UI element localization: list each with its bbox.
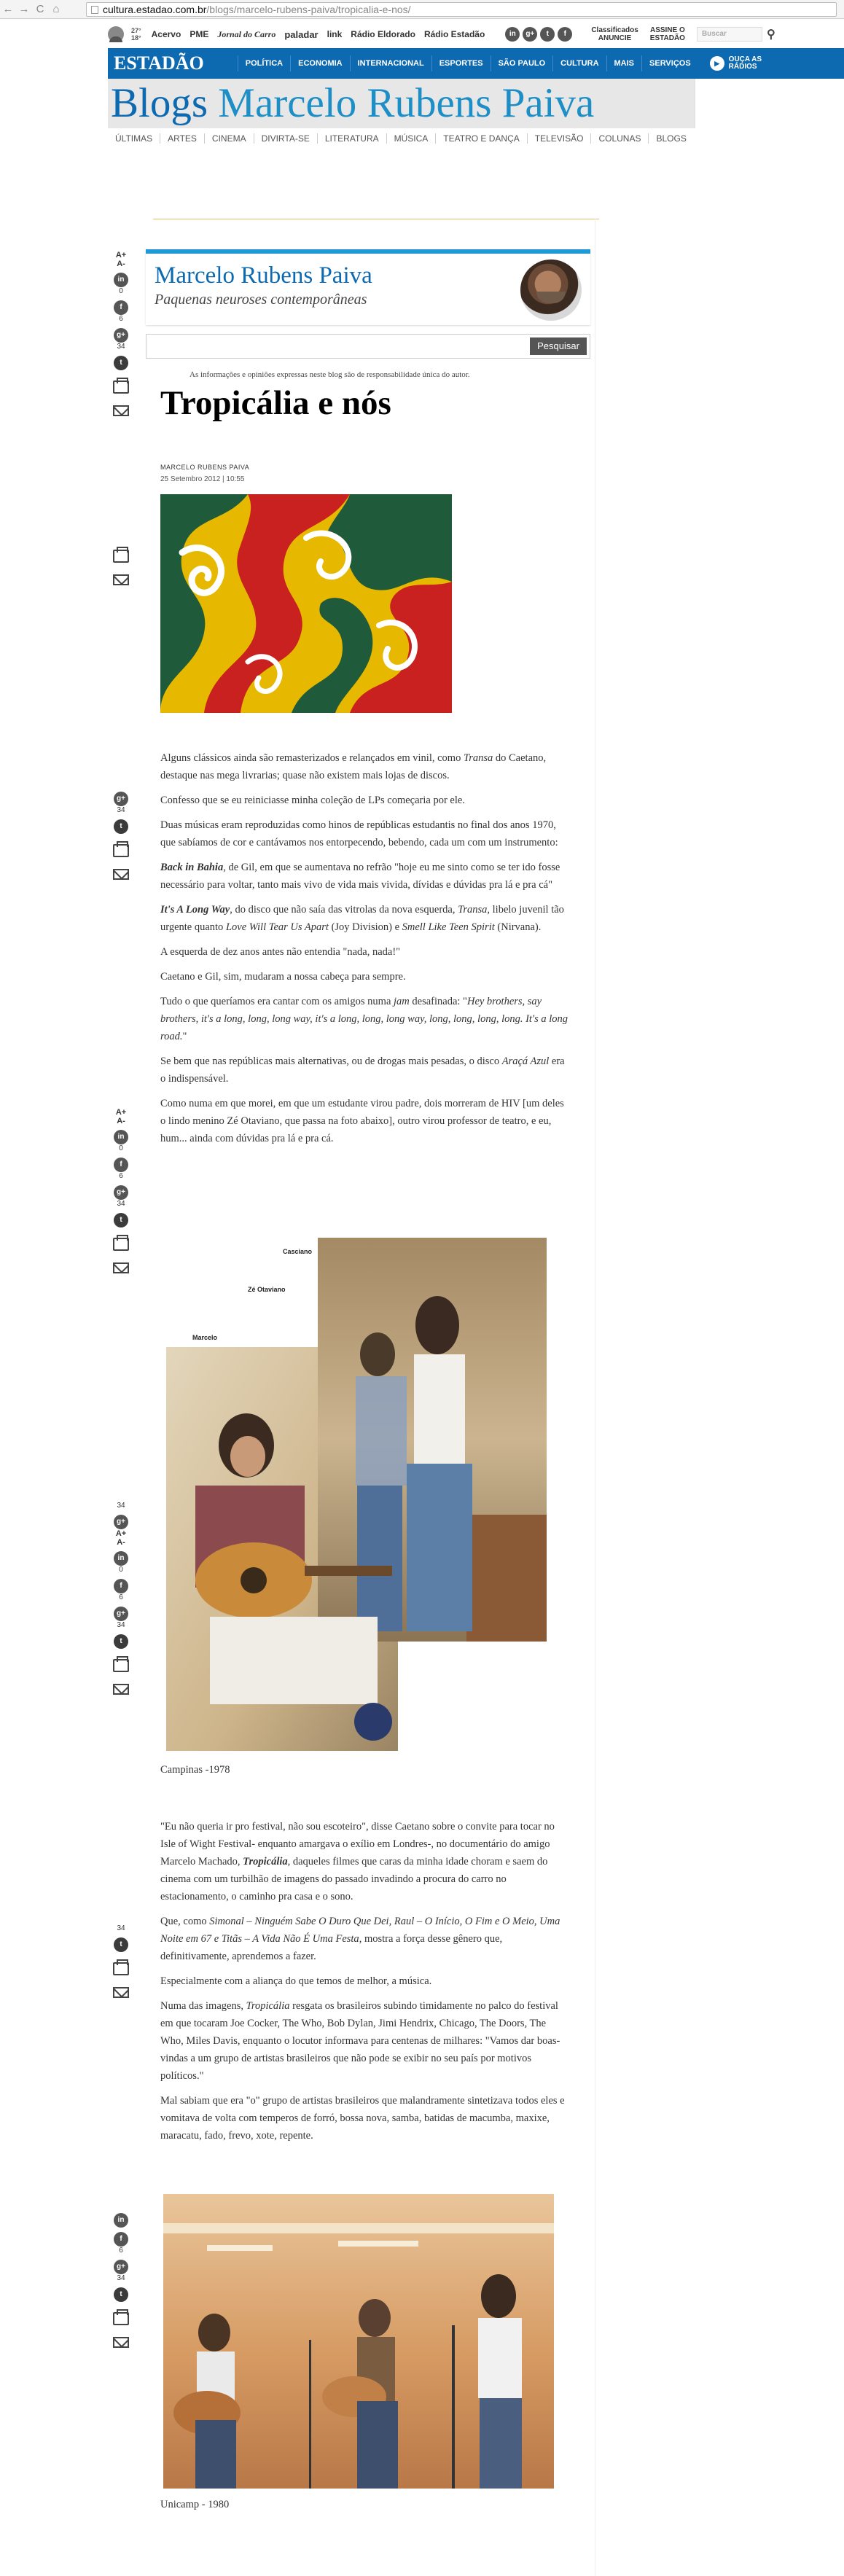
- nav-sao-paulo[interactable]: SÃO PAULO: [491, 55, 553, 71]
- twitter-icon[interactable]: t: [114, 1213, 128, 1227]
- linkedin-icon[interactable]: in: [114, 2213, 128, 2228]
- nav-cultura[interactable]: CULTURA: [552, 55, 606, 71]
- paragraph: Se bem que nas repúblicas mais alternativas, ou de drogas mais pesadas, o disco Araçá Azul era o indispensável.: [160, 1055, 565, 1085]
- photo-label-casciano: Casciano: [283, 1248, 313, 1255]
- email-icon[interactable]: [113, 1262, 129, 1273]
- email-icon[interactable]: [113, 1987, 129, 1998]
- blog-search-input[interactable]: [146, 334, 590, 359]
- paragraph: A esquerda de dez anos antes não entendia "nada, nada!": [160, 946, 401, 958]
- gplus-icon[interactable]: g+: [114, 1607, 128, 1621]
- share-rail: [108, 2209, 134, 2348]
- facebook-icon[interactable]: f: [558, 27, 572, 42]
- sub-televisao[interactable]: TELEVISÃO: [528, 133, 592, 144]
- print-icon[interactable]: [113, 2312, 129, 2325]
- top-link-pme[interactable]: PME: [189, 29, 209, 39]
- facebook-icon[interactable]: f: [114, 1579, 128, 1593]
- nav-internacional[interactable]: INTERNACIONAL: [350, 55, 431, 71]
- paragraph: Que, como Simonal – Ninguém Sabe O Duro Que Dei, Raul – O Início, O Fim e O Meio, Uma Noite em 67 e Titãs – A Vida Não É Uma Festa, mostra a força desse gênero que, definitivamente, aprendemos a fazer.: [160, 1916, 560, 1962]
- sub-musica[interactable]: MÚSICA: [387, 133, 437, 144]
- blog-card-tagline: Paquenas neuroses contemporâneas: [155, 292, 367, 308]
- linkedin-icon[interactable]: in: [114, 1130, 128, 1144]
- user-icon[interactable]: [108, 26, 124, 42]
- sub-literatura[interactable]: LITERATURA: [318, 133, 387, 144]
- paragraph: Caetano e Gil, sim, mudaram a nossa cabeça para sempre.: [160, 971, 406, 983]
- photo-label-marcelo: Marcelo: [192, 1334, 218, 1341]
- campinas-photo-montage: [166, 1238, 547, 1751]
- gplus-icon[interactable]: g+: [114, 792, 128, 806]
- paragraph: "Eu não queria ir pro festival, não sou escoteiro", disse Caetano sobre o convite para tocar no Isle of Wight Festival- enquanto amargava o exílio em Londres-, no documentário do amigo Marcelo Machado, Tropicália, daqueles filmes que caras da minha idade choram e saem do cinema com um turbilhão de imagens do passado invadindo a procura do carro no estacionamento, o caminho pra casa e o sono.: [160, 1821, 555, 1902]
- print-icon[interactable]: [113, 380, 129, 394]
- reload-button[interactable]: C: [36, 3, 44, 15]
- nav-mais[interactable]: MAIS: [606, 55, 642, 71]
- gplus-icon[interactable]: g+: [114, 328, 128, 343]
- linkedin-icon[interactable]: in: [114, 273, 128, 287]
- unicamp-photo: [163, 2194, 554, 2489]
- blog-card-name[interactable]: Marcelo Rubens Paiva: [155, 262, 372, 289]
- share-rail: [108, 1502, 134, 1695]
- blogs-word: Blogs: [111, 80, 208, 126]
- gplus-count: 34: [117, 1621, 125, 1629]
- gplus-icon[interactable]: g+: [114, 1515, 128, 1529]
- gplus-count: 34: [117, 343, 125, 351]
- estadao-logo[interactable]: ESTADÃO: [114, 52, 204, 74]
- assine-link[interactable]: ASSINE O ESTADÃO: [649, 26, 685, 42]
- ouca-label: OUÇA AS RÁDIOS: [728, 55, 762, 71]
- share-rail: [108, 251, 134, 416]
- estadao-top-links: [108, 22, 827, 47]
- top-link-acervo[interactable]: Acervo: [151, 29, 181, 39]
- url-host: cultura.estadao.com.br: [103, 4, 207, 15]
- facebook-icon[interactable]: f: [114, 2232, 128, 2247]
- gplus-count: 34: [117, 2274, 125, 2282]
- nav-servicos[interactable]: SERVIÇOS: [641, 55, 698, 71]
- paragraph: Duas músicas eram reproduzidas como hinos de repúblicas estudantis no final dos anos 1970, que sabíamos de cor e cantávamos nos entorpecendo, bebendo, cada um com um instrumento:: [160, 819, 558, 848]
- disclaimer-text: As informações e opiniões expressas neste blog são de responsabilidade única do autor.: [189, 370, 470, 379]
- print-icon[interactable]: [113, 1659, 129, 1672]
- linkedin-icon[interactable]: in: [114, 1551, 128, 1566]
- address-bar[interactable]: [86, 2, 837, 17]
- sub-teatro-e-danca[interactable]: TEATRO E DANÇA: [436, 133, 527, 144]
- email-icon[interactable]: [113, 405, 129, 416]
- top-search-input[interactable]: Buscar: [697, 27, 762, 42]
- page-icon: [91, 6, 98, 14]
- facebook-icon[interactable]: f: [114, 1158, 128, 1172]
- share-rail-compact: [108, 539, 134, 585]
- blog-sub-nav: [108, 130, 694, 147]
- blog-author-name: Marcelo Rubens Paiva: [218, 80, 595, 126]
- top-link-radio-eldorado[interactable]: Rádio Eldorado: [351, 29, 415, 39]
- ouca-radios-link[interactable]: [710, 56, 762, 71]
- gplus-count: 34: [117, 1924, 125, 1932]
- font-decrease-button[interactable]: A-: [117, 1538, 125, 1547]
- home-button[interactable]: ⌂: [52, 3, 60, 15]
- print-icon[interactable]: [113, 1962, 129, 1975]
- banner-ad-slot: [695, 79, 844, 128]
- top-link-jornal-do-carro[interactable]: Jornal do Carro: [217, 28, 276, 39]
- back-button[interactable]: ←: [2, 3, 14, 15]
- linkedin-count: 0: [119, 1566, 123, 1574]
- twitter-icon[interactable]: t: [540, 27, 555, 42]
- sub-blogs[interactable]: BLOGS: [656, 133, 687, 144]
- sub-cinema[interactable]: CINEMA: [205, 133, 254, 144]
- linkedin-count: 0: [119, 287, 123, 295]
- share-rail: [108, 1924, 134, 1998]
- gplus-icon[interactable]: g+: [114, 1185, 128, 1200]
- linkedin-icon[interactable]: in: [505, 27, 520, 42]
- share-rail: [108, 787, 134, 880]
- gplus-count: 34: [117, 1200, 125, 1208]
- email-icon[interactable]: [113, 1684, 129, 1695]
- font-decrease-button[interactable]: A-: [117, 1117, 125, 1125]
- paragraph: Confesso que se eu reiniciasse minha coleção de LPs começaria por ele.: [160, 795, 465, 806]
- photo-caption-unicamp: Unicamp - 1980: [160, 2499, 230, 2510]
- forward-button[interactable]: →: [18, 3, 30, 15]
- paragraph: Back in Bahia, de Gil, em que se aumentava no refrão "hoje eu me sinto como se ter ido fosse necessário para voltar, tanto mais vivo de vida mais vivida, dívidas e dúvidas pra lá e pra cá": [160, 862, 560, 891]
- social-links: [505, 27, 575, 42]
- twitter-icon[interactable]: t: [114, 1634, 128, 1649]
- facebook-count: 6: [119, 315, 123, 323]
- font-decrease-button[interactable]: A-: [117, 259, 125, 268]
- nav-economia[interactable]: ECONOMIA: [290, 55, 350, 71]
- font-increase-button[interactable]: A+: [115, 251, 127, 259]
- sub-artes[interactable]: ARTES: [160, 133, 205, 144]
- paragraph: Alguns clássicos ainda são remasterizados e relançados em vinil, como Transa do Caetano, destaque nas mega livrarias; quase não existem mais lojas de discos.: [160, 752, 547, 781]
- blog-header-card: [146, 249, 590, 325]
- sub-colunas[interactable]: COLUNAS: [591, 133, 649, 144]
- facebook-count: 6: [119, 1172, 123, 1180]
- print-icon[interactable]: [113, 550, 129, 563]
- weather-widget: 27° 18°: [131, 27, 141, 42]
- facebook-count: 6: [119, 1593, 123, 1601]
- gplus-icon[interactable]: g+: [114, 2260, 128, 2274]
- gplus-count: 34: [117, 1502, 125, 1510]
- blog-banner: [108, 79, 844, 128]
- main-nav: [108, 48, 844, 79]
- search-icon[interactable]: ⚲: [766, 28, 775, 41]
- blog-banner-title[interactable]: [111, 80, 594, 127]
- top-link-paladar[interactable]: paladar: [284, 28, 319, 40]
- nav-politica[interactable]: POLÍTICA: [238, 55, 290, 71]
- twitter-icon[interactable]: t: [114, 356, 128, 370]
- twitter-icon[interactable]: t: [114, 819, 128, 834]
- facebook-icon[interactable]: f: [114, 300, 128, 315]
- twitter-icon[interactable]: t: [114, 1937, 128, 1952]
- email-icon[interactable]: [113, 869, 129, 880]
- url-path: /blogs/marcelo-rubens-paiva/tropicalia-e-nos/: [206, 4, 411, 15]
- email-icon[interactable]: [113, 574, 129, 585]
- photo-label-ze-otaviano: Zé Otaviano: [248, 1286, 286, 1293]
- print-icon[interactable]: [113, 1238, 129, 1251]
- font-increase-button[interactable]: A+: [115, 1529, 127, 1538]
- paragraph: Como numa em que morei, em que um estudante virou padre, dois morreram de HIV [um deles o lindo menino Zé Otaviano, que passa na foto abaixo], outro virou professor de teatro, e eu, hum... ainda com dúvidas pra lá e pra cá.: [160, 1098, 564, 1144]
- article-body-part2: [160, 1818, 568, 2152]
- top-link-link[interactable]: link: [327, 29, 343, 39]
- share-rail: [108, 1108, 134, 1273]
- play-icon: ▶: [710, 56, 724, 71]
- article-title: Tropicália e nós: [160, 384, 391, 422]
- paragraph: Tudo o que queríamos era cantar com os amigos numa jam desafinada: "Hey brothers, say brothers, it's a long, long, long way, it's a long, long, long way, long, long, long, long. It's a long road.": [160, 996, 568, 1042]
- print-icon[interactable]: [113, 844, 129, 857]
- tropicalia-artwork: [160, 494, 452, 713]
- sub-divirta-se[interactable]: DIVIRTA-SE: [254, 133, 318, 144]
- twitter-icon[interactable]: t: [114, 2287, 128, 2302]
- font-increase-button[interactable]: A+: [115, 1108, 127, 1117]
- top-link-radio-estadao[interactable]: Rádio Estadão: [423, 29, 485, 39]
- classificados-link[interactable]: Classificados ANUNCIE: [591, 26, 638, 42]
- article-body-part1: [160, 749, 568, 1155]
- facebook-count: 6: [119, 2247, 123, 2255]
- paragraph: Especialmente com a aliança do que temos de melhor, a música.: [160, 1975, 432, 1987]
- gplus-count: 34: [117, 806, 125, 814]
- browser-toolbar: [0, 0, 844, 19]
- linkedin-count: 0: [119, 1144, 123, 1152]
- photo-caption-campinas: Campinas -1978: [160, 1764, 230, 1776]
- sub-ultimas[interactable]: ÚLTIMAS: [108, 133, 160, 144]
- paragraph: It's A Long Way, do disco que não saía das vitrolas da nova esquerda, Transa, libelo juvenil tão urgente quanto Love Will Tear Us Apart (Joy Division) e Smell Like Teen Spirit (Nirvana).: [160, 904, 564, 933]
- paragraph: Mal sabiam que era "o" grupo de artistas brasileiros que malandramente sintetizava todos eles e vomitava de volta com temperos de forró, bossa nova, samba, batidas de macumba, maxixe, maracatu, fado, frevo, xote, repente.: [160, 2095, 565, 2142]
- email-icon[interactable]: [113, 2337, 129, 2348]
- gplus-icon[interactable]: g+: [523, 27, 537, 42]
- nav-esportes[interactable]: ESPORTES: [431, 55, 491, 71]
- search-button[interactable]: Pesquisar: [530, 337, 587, 355]
- paragraph: Numa das imagens, Tropicália resgata os brasileiros subindo timidamente no palco do festival em que tocaram Joe Cocker, The Who, Bob Dylan, Jimi Hendrix, Chicago, The Doors, The Who, Miles Davis, enquanto o locutor informava para centenas de milhares: "Vamos dar boas-vindas a um grupo de artistas brasileiros que não pode se exibir no seu país por motivos políticos.": [160, 2000, 560, 2082]
- article-date: 25 Setembro 2012 | 10:55: [160, 475, 245, 483]
- author-avatar: [520, 259, 582, 321]
- article-author[interactable]: MARCELO RUBENS PAIVA: [160, 464, 250, 471]
